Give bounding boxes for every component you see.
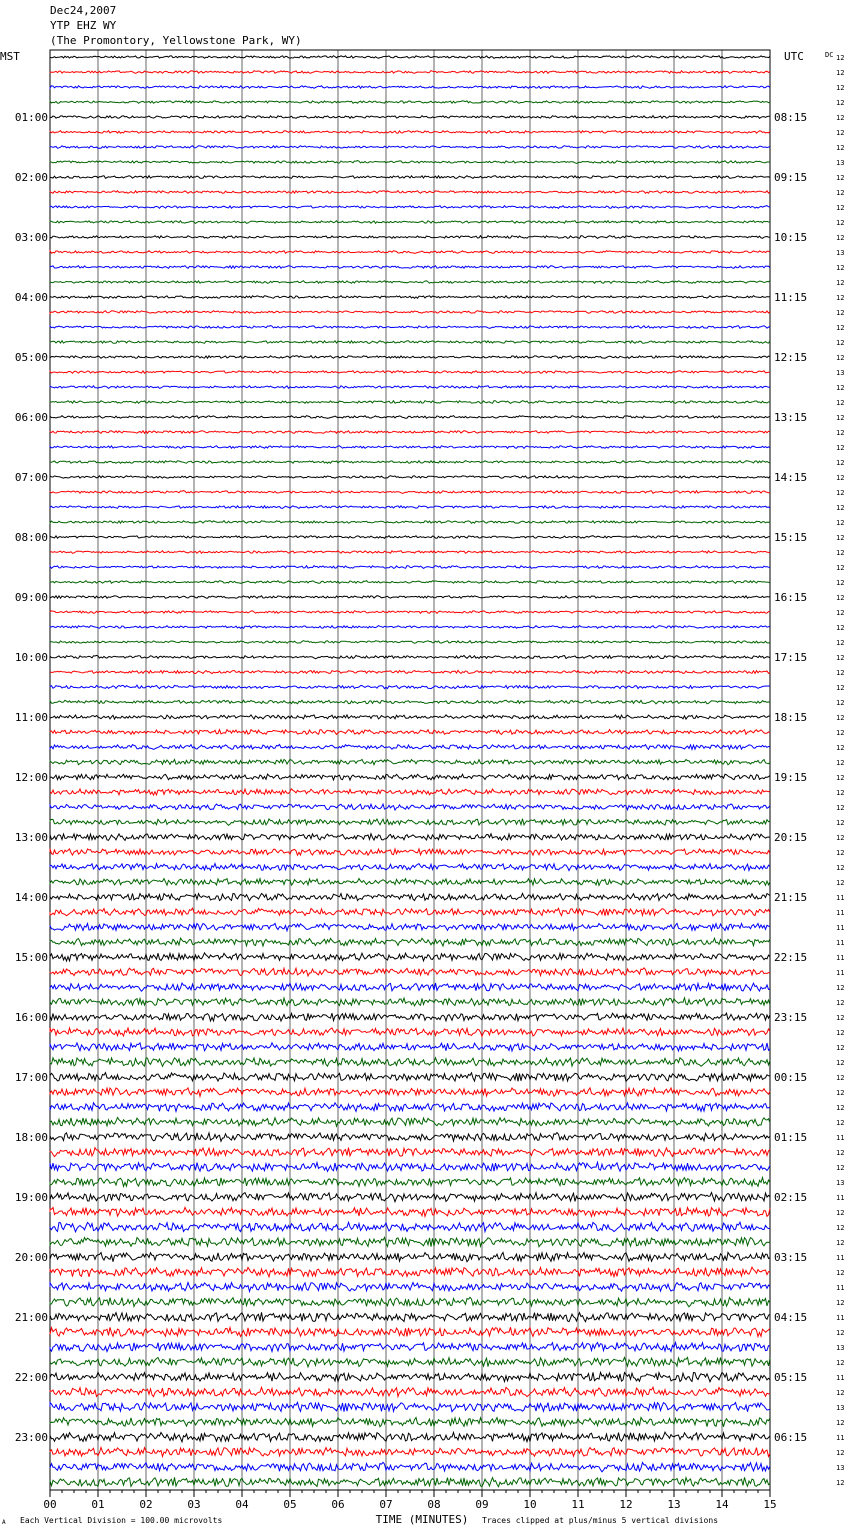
- dc-value: 11: [836, 909, 845, 917]
- dc-value: 12: [836, 279, 845, 287]
- dc-value: 11: [836, 894, 845, 902]
- dc-value: 13: [836, 369, 845, 377]
- x-tick-label: 11: [571, 1498, 585, 1511]
- trace-row: [50, 86, 770, 89]
- trace-row: [50, 1088, 770, 1096]
- trace-row: [50, 953, 770, 961]
- dc-value: 12: [836, 189, 845, 197]
- x-tick-label: 12: [619, 1498, 633, 1511]
- dc-value: 12: [836, 489, 845, 497]
- dc-value: 12: [836, 69, 845, 77]
- trace-row: [50, 581, 770, 584]
- dc-value: 12: [836, 1479, 845, 1487]
- utc-hour-label: 16:15: [774, 591, 808, 604]
- dc-value: 12: [836, 399, 845, 407]
- dc-value: 12: [836, 669, 845, 677]
- trace-row: [50, 923, 770, 930]
- dc-value: 12: [836, 624, 845, 632]
- trace-row: [50, 700, 770, 704]
- dc-value: 12: [836, 1104, 845, 1112]
- dc-value: 12: [836, 789, 845, 797]
- trace-row: [50, 1058, 770, 1067]
- trace-row: [50, 1148, 770, 1157]
- left-axis-title: MST: [0, 50, 20, 63]
- dc-value: 12: [836, 1149, 845, 1157]
- dc-value: 12: [836, 519, 845, 527]
- trace-row: [50, 611, 770, 614]
- x-tick-label: 08: [427, 1498, 441, 1511]
- dc-value: 12: [836, 264, 845, 272]
- dc-value: 12: [836, 654, 845, 662]
- mst-hour-label: 11:00: [14, 711, 48, 724]
- trace-row: [50, 1193, 770, 1202]
- dc-value: 12: [836, 1224, 845, 1232]
- trace-row: [50, 1477, 770, 1486]
- trace-row: [50, 1462, 770, 1472]
- dc-value: 12: [836, 174, 845, 182]
- x-tick-label: 05: [283, 1498, 297, 1511]
- mst-hour-label: 20:00: [14, 1251, 48, 1264]
- trace-row: [50, 356, 770, 359]
- dc-value: 12: [836, 759, 845, 767]
- dc-value: 12: [836, 234, 845, 242]
- utc-hour-label: 05:15: [774, 1371, 808, 1384]
- trace-row: [50, 1327, 770, 1336]
- trace-row: [50, 491, 770, 494]
- trace-row: [50, 371, 770, 374]
- trace-row: [50, 596, 770, 599]
- utc-hour-label: 18:15: [774, 711, 808, 724]
- trace-row: [50, 71, 770, 74]
- trace-row: [50, 221, 770, 224]
- mst-hour-label: 07:00: [14, 471, 48, 484]
- trace-row: [50, 1402, 770, 1411]
- trace-row: [50, 834, 770, 841]
- dc-value: 12: [836, 294, 845, 302]
- mst-hour-label: 04:00: [14, 291, 48, 304]
- dc-value: 12: [836, 1164, 845, 1172]
- trace-row: [50, 281, 770, 284]
- trace-row: [50, 1237, 770, 1246]
- trace-row: [50, 146, 770, 149]
- dc-value: 13: [836, 1179, 845, 1187]
- trace-row: [50, 685, 770, 689]
- mst-hour-label: 23:00: [14, 1431, 48, 1444]
- mst-hour-label: 15:00: [14, 951, 48, 964]
- trace-row: [50, 131, 770, 134]
- trace-row: [50, 416, 770, 419]
- header-date: Dec24,2007: [50, 4, 117, 17]
- mst-hour-label: 01:00: [14, 111, 48, 124]
- dc-value: 12: [836, 324, 845, 332]
- mst-hour-label: 22:00: [14, 1371, 48, 1384]
- trace-row: [50, 759, 770, 764]
- utc-hour-label: 15:15: [774, 531, 808, 544]
- mst-hour-label: 10:00: [14, 651, 48, 664]
- dc-value: 12: [836, 219, 845, 227]
- utc-hour-label: 19:15: [774, 771, 808, 784]
- x-tick-label: 02: [139, 1498, 153, 1511]
- trace-row: [50, 506, 770, 509]
- dc-value: 12: [836, 609, 845, 617]
- dc-value: 12: [836, 429, 845, 437]
- mst-hour-label: 19:00: [14, 1191, 48, 1204]
- x-tick-label: 09: [475, 1498, 489, 1511]
- x-tick-label: 15: [763, 1498, 777, 1511]
- dc-value: 12: [836, 684, 845, 692]
- dc-value: 12: [836, 849, 845, 857]
- trace-row: [50, 1283, 770, 1292]
- utc-hour-label: 00:15: [774, 1071, 808, 1084]
- trace-row: [50, 431, 770, 434]
- trace-row: [50, 326, 770, 329]
- dc-value: 12: [836, 1389, 845, 1397]
- trace-row: [50, 161, 770, 164]
- utc-hour-label: 23:15: [774, 1011, 808, 1024]
- x-tick-label: 04: [235, 1498, 249, 1511]
- dc-value: 12: [836, 114, 845, 122]
- trace-row: [50, 236, 770, 239]
- trace-row: [50, 983, 770, 991]
- trace-row: [50, 1448, 770, 1457]
- trace-row: [50, 116, 770, 119]
- trace-row: [50, 1357, 770, 1367]
- dc-value: 11: [836, 1134, 845, 1142]
- dc-value: 12: [836, 1449, 845, 1457]
- trace-row: [50, 1267, 770, 1277]
- dc-value: 12: [836, 1209, 845, 1217]
- trace-row: [50, 745, 770, 750]
- trace-row: [50, 1178, 770, 1187]
- trace-row: [50, 670, 770, 673]
- dc-value: 12: [836, 999, 845, 1007]
- dc-value: 12: [836, 99, 845, 107]
- mst-hour-label: 02:00: [14, 171, 48, 184]
- trace-row: [50, 446, 770, 449]
- trace-row: [50, 1133, 770, 1142]
- dc-value: 12: [836, 729, 845, 737]
- dc-value: 11: [836, 1374, 845, 1382]
- dc-value: 12: [836, 864, 845, 872]
- dc-value: 11: [836, 939, 845, 947]
- x-tick-label: 03: [187, 1498, 201, 1511]
- trace-row: [50, 461, 770, 464]
- trace-row: [50, 521, 770, 524]
- x-tick-label: 10: [523, 1498, 537, 1511]
- trace-row: [50, 1118, 770, 1127]
- utc-hour-label: 03:15: [774, 1251, 808, 1264]
- trace-row: [50, 251, 770, 254]
- dc-value: 12: [836, 879, 845, 887]
- trace-row: [50, 191, 770, 194]
- dc-value: 12: [836, 1074, 845, 1082]
- dc-value: 12: [836, 714, 845, 722]
- trace-row: [50, 476, 770, 479]
- trace-row: [50, 101, 770, 104]
- dc-value: 12: [836, 144, 845, 152]
- dc-value: 12: [836, 1419, 845, 1427]
- dc-value: 11: [836, 1284, 845, 1292]
- utc-hour-label: 10:15: [774, 231, 808, 244]
- trace-row: [50, 1418, 770, 1427]
- trace-row: [50, 968, 770, 976]
- dc-value: 11: [836, 969, 845, 977]
- dc-value: 11: [836, 1434, 845, 1442]
- trace-row: [50, 1343, 770, 1352]
- header-location: (The Promontory, Yellowstone Park, WY): [50, 34, 302, 47]
- dc-value: 12: [836, 1269, 845, 1277]
- trace-row: [50, 1312, 770, 1321]
- trace-row: [50, 1372, 770, 1382]
- dc-value: 12: [836, 1014, 845, 1022]
- mst-hour-label: 08:00: [14, 531, 48, 544]
- scale-note: Each Vertical Division = 100.00 microvolts: [20, 1516, 223, 1525]
- dc-value: 12: [836, 129, 845, 137]
- dc-value: 11: [836, 1194, 845, 1202]
- utc-hour-label: 11:15: [774, 291, 808, 304]
- trace-row: [50, 789, 770, 795]
- trace-row: [50, 938, 770, 946]
- dc-value: 12: [836, 1359, 845, 1367]
- utc-hour-label: 21:15: [774, 891, 808, 904]
- dc-value: 12: [836, 309, 845, 317]
- dc-value: 12: [836, 1089, 845, 1097]
- dc-value: 12: [836, 54, 845, 62]
- dc-value: 12: [836, 444, 845, 452]
- trace-row: [50, 266, 770, 269]
- dc-value: 12: [836, 804, 845, 812]
- x-tick-label: 07: [379, 1498, 393, 1511]
- mst-hour-label: 09:00: [14, 591, 48, 604]
- trace-row: [50, 774, 770, 780]
- dc-value: 12: [836, 84, 845, 92]
- dc-value: 12: [836, 774, 845, 782]
- trace-row: [50, 176, 770, 179]
- trace-row: [50, 1253, 770, 1262]
- trace-row: [50, 1043, 770, 1051]
- trace-row: [50, 401, 770, 404]
- dc-value: 12: [836, 579, 845, 587]
- dc-value: 12: [836, 1239, 845, 1247]
- mst-hour-label: 05:00: [14, 351, 48, 364]
- mst-hour-label: 03:00: [14, 231, 48, 244]
- mst-hour-label: 13:00: [14, 831, 48, 844]
- dc-value: 12: [836, 534, 845, 542]
- x-tick-label: 14: [715, 1498, 729, 1511]
- dc-label: DC: [825, 51, 834, 59]
- dc-value: 13: [836, 1344, 845, 1352]
- utc-hour-label: 22:15: [774, 951, 808, 964]
- trace-row: [50, 641, 770, 644]
- dc-value: 12: [836, 594, 845, 602]
- mst-hour-label: 16:00: [14, 1011, 48, 1024]
- dc-value: 13: [836, 249, 845, 257]
- trace-row: [50, 311, 770, 314]
- mst-hour-label: 06:00: [14, 411, 48, 424]
- dc-value: 12: [836, 204, 845, 212]
- x-tick-label: 06: [331, 1498, 345, 1511]
- dc-value: 12: [836, 1329, 845, 1337]
- right-axis-title: UTC: [784, 50, 804, 63]
- dc-value: 11: [836, 954, 845, 962]
- trace-row: [50, 1028, 770, 1036]
- trace-row: [50, 56, 770, 59]
- dc-value: 12: [836, 699, 845, 707]
- mst-hour-label: 18:00: [14, 1131, 48, 1144]
- trace-row: [50, 715, 770, 719]
- trace-row: [50, 819, 770, 826]
- dc-value: 12: [836, 474, 845, 482]
- dc-value: 11: [836, 924, 845, 932]
- dc-value: 12: [836, 834, 845, 842]
- dc-value: 12: [836, 504, 845, 512]
- x-tick-label: 00: [43, 1498, 57, 1511]
- dc-value: 12: [836, 354, 845, 362]
- footer-mark: A: [2, 1519, 6, 1526]
- dc-value: 11: [836, 1314, 845, 1322]
- dc-value: 12: [836, 549, 845, 557]
- trace-row: [50, 1103, 770, 1112]
- utc-hour-label: 02:15: [774, 1191, 808, 1204]
- dc-value: 12: [836, 1059, 845, 1067]
- trace-row: [50, 626, 770, 629]
- trace-row: [50, 1207, 770, 1216]
- utc-hour-label: 13:15: [774, 411, 808, 424]
- dc-value: 12: [836, 1029, 845, 1037]
- dc-value: 12: [836, 414, 845, 422]
- trace-row: [50, 341, 770, 344]
- utc-hour-label: 20:15: [774, 831, 808, 844]
- trace-row: [50, 1432, 770, 1442]
- mst-hour-label: 21:00: [14, 1311, 48, 1324]
- dc-value: 13: [836, 159, 845, 167]
- utc-hour-label: 14:15: [774, 471, 808, 484]
- trace-row: [50, 1013, 770, 1021]
- utc-hour-label: 01:15: [774, 1131, 808, 1144]
- trace-row: [50, 296, 770, 299]
- dc-value: 12: [836, 1119, 845, 1127]
- clip-note: Traces clipped at plus/minus 5 vertical divisions: [482, 1516, 719, 1525]
- trace-row: [50, 1162, 770, 1171]
- trace-row: [50, 893, 770, 900]
- utc-hour-label: 17:15: [774, 651, 808, 664]
- trace-row: [50, 804, 770, 810]
- utc-hour-label: 04:15: [774, 1311, 808, 1324]
- trace-row: [50, 1387, 770, 1396]
- utc-hour-label: 06:15: [774, 1431, 808, 1444]
- utc-hour-label: 08:15: [774, 111, 808, 124]
- dc-value: 13: [836, 1404, 845, 1412]
- trace-row: [50, 386, 770, 389]
- utc-hour-label: 09:15: [774, 171, 808, 184]
- dc-value: 12: [836, 459, 845, 467]
- dc-value: 11: [836, 1254, 845, 1262]
- trace-row: [50, 536, 770, 539]
- x-axis-title: TIME (MINUTES): [375, 1513, 469, 1526]
- dc-value: 13: [836, 1464, 845, 1472]
- trace-row: [50, 879, 770, 886]
- dc-value: 12: [836, 639, 845, 647]
- trace-row: [50, 864, 770, 871]
- dc-value: 12: [836, 564, 845, 572]
- dc-value: 12: [836, 819, 845, 827]
- trace-row: [50, 908, 770, 916]
- trace-row: [50, 551, 770, 554]
- x-tick-label: 01: [91, 1498, 105, 1511]
- dc-value: 12: [836, 744, 845, 752]
- trace-row: [50, 849, 770, 856]
- dc-value: 12: [836, 384, 845, 392]
- trace-row: [50, 566, 770, 569]
- x-tick-label: 13: [667, 1498, 681, 1511]
- header-station: YTP EHZ WY: [50, 19, 117, 32]
- trace-row: [50, 1297, 770, 1307]
- dc-value: 12: [836, 1044, 845, 1052]
- utc-hour-label: 12:15: [774, 351, 808, 364]
- dc-value: 12: [836, 984, 845, 992]
- trace-row: [50, 1073, 770, 1082]
- trace-row: [50, 1222, 770, 1232]
- trace-row: [50, 730, 770, 735]
- trace-row: [50, 206, 770, 209]
- mst-hour-label: 14:00: [14, 891, 48, 904]
- dc-value: 12: [836, 339, 845, 347]
- mst-hour-label: 17:00: [14, 1071, 48, 1084]
- mst-hour-label: 12:00: [14, 771, 48, 784]
- trace-row: [50, 998, 770, 1006]
- dc-value: 12: [836, 1299, 845, 1307]
- trace-row: [50, 655, 770, 658]
